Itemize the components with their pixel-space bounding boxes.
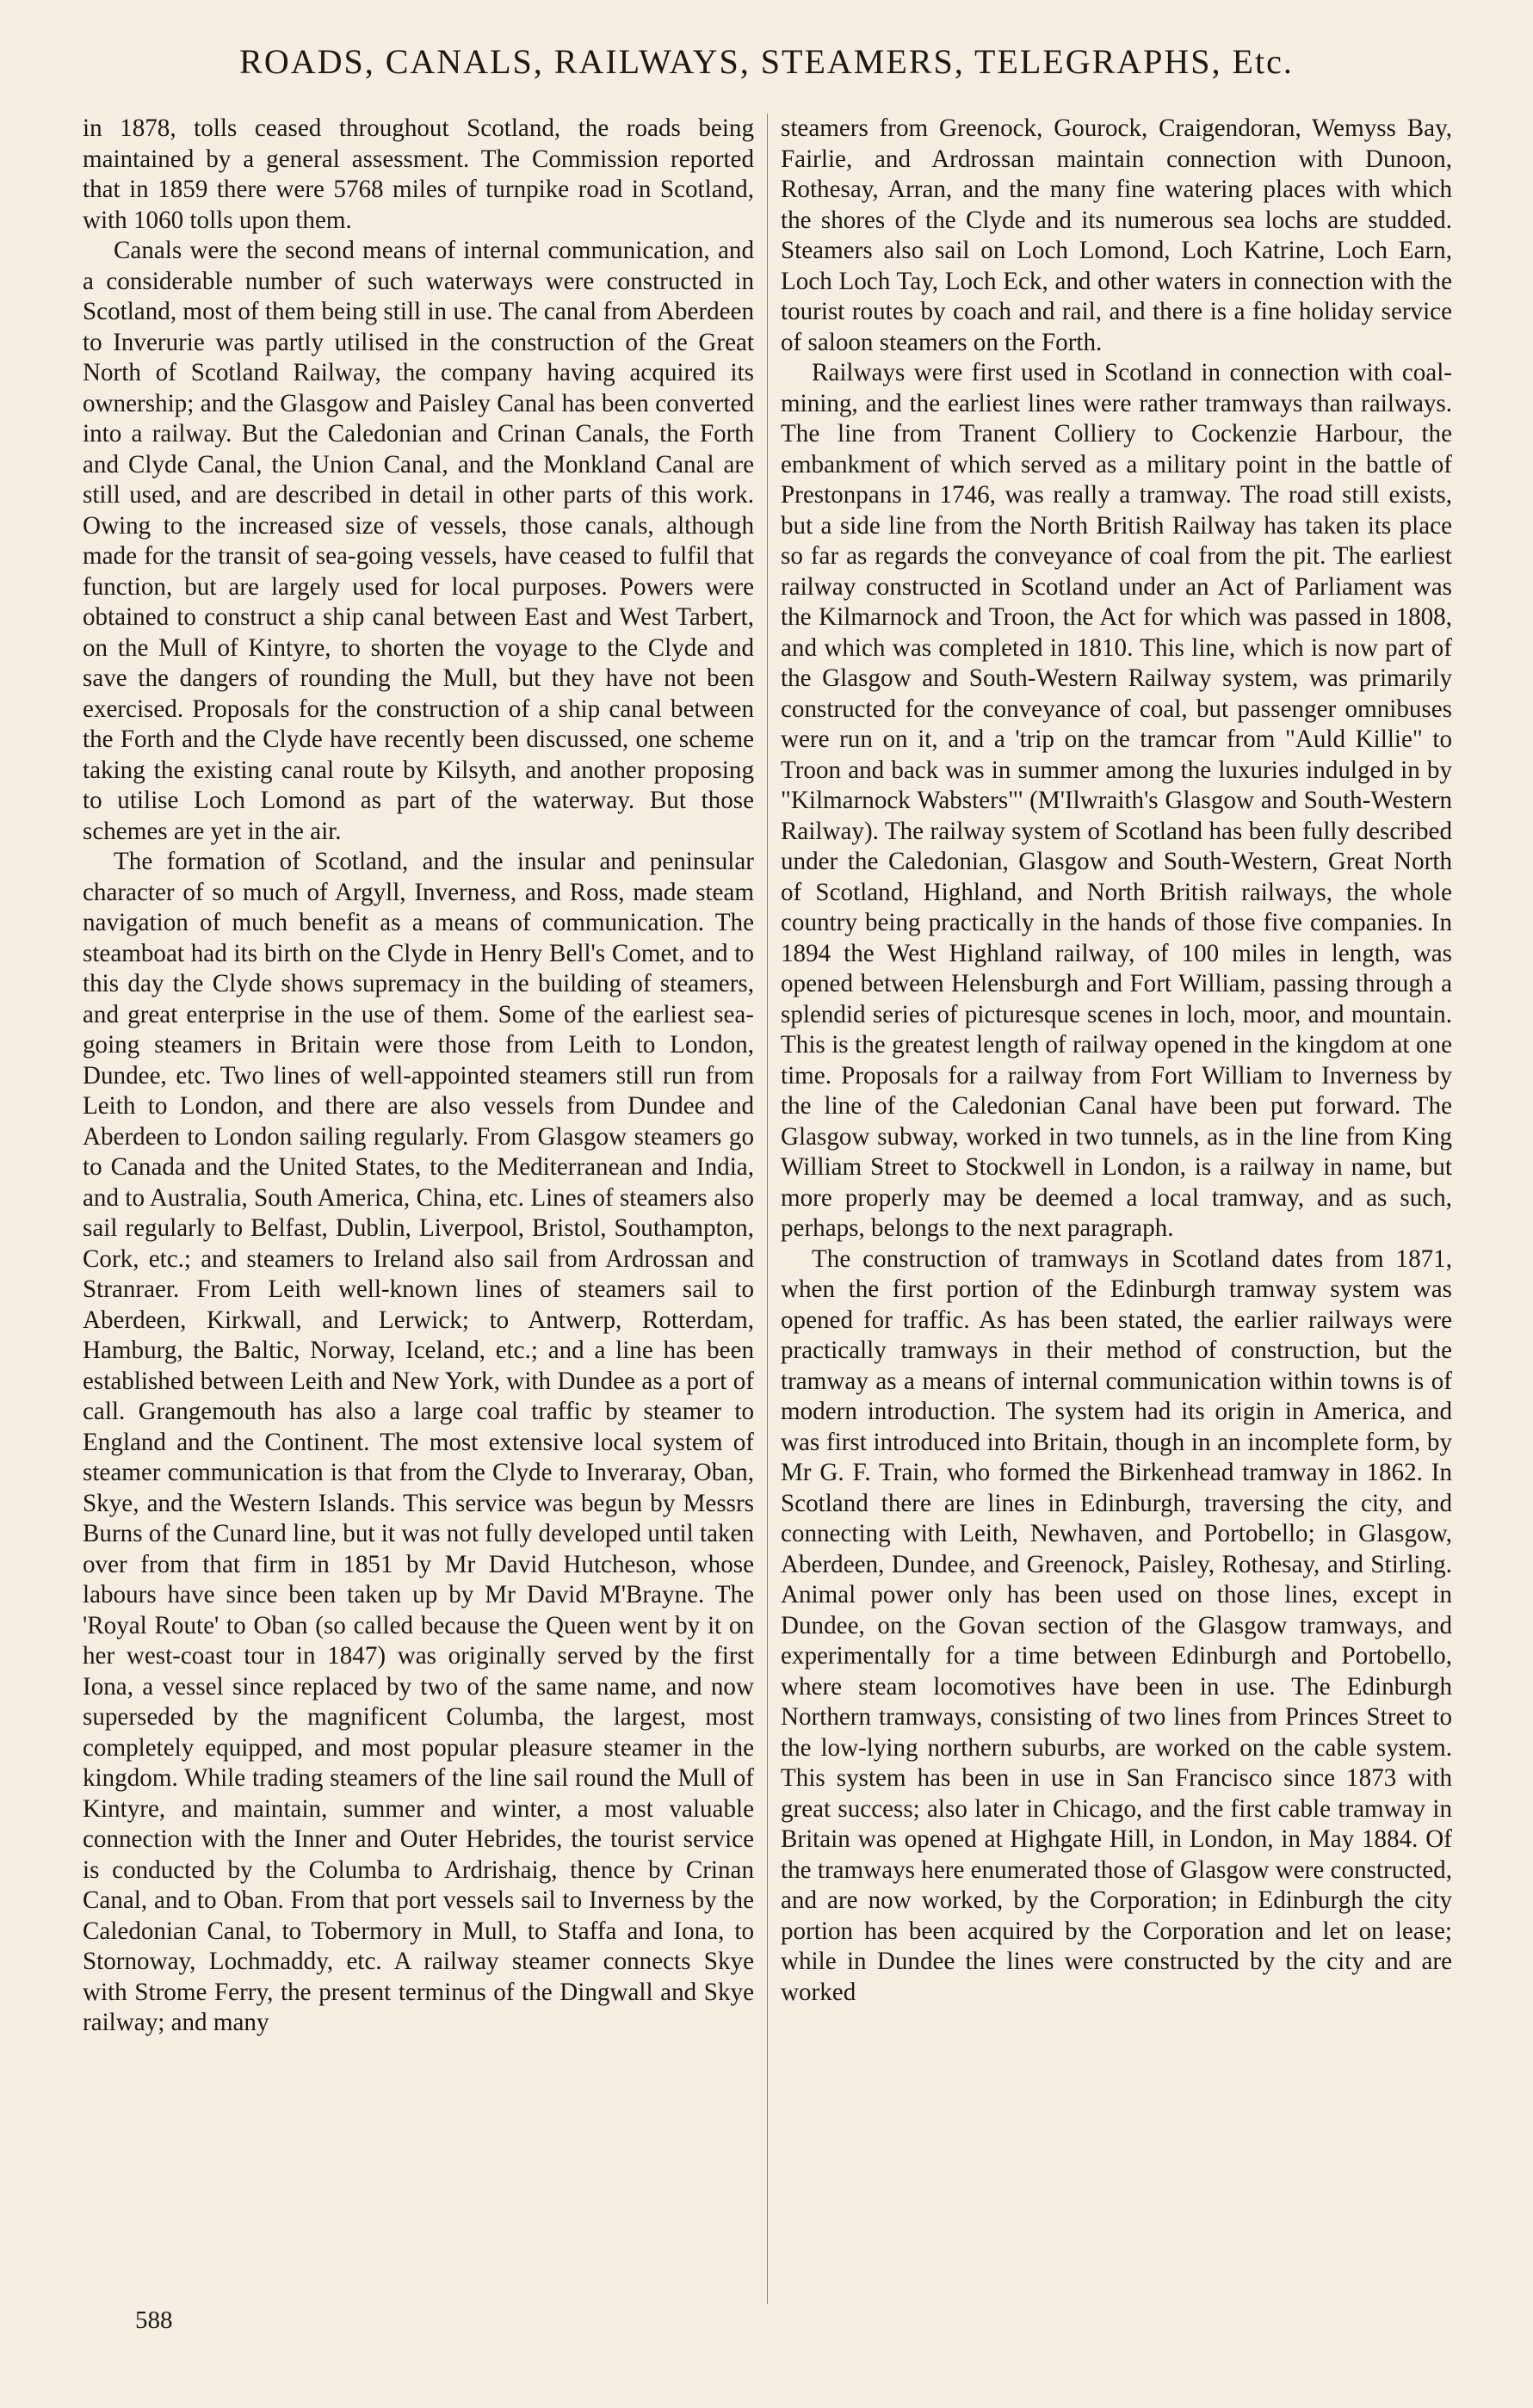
paragraph: Canals were the second means of internal communication, and a considerable number of such waterways were constructed in Scotland, most of them being still in use. The canal from Aberdeen to Inverurie was partly utilised in the construction of the Great North of Scotland Railway, the company having acquired its ownership; and the Glasgow and Paisley Canal has been converted into a railway. But the Caledonian and Crinan Canals, the Forth and Clyde Canal, the Union Canal, and the Monkland Canal are still used, and are described in detail in other parts of this work. Owing to the increased size of vessels, those canals, although made for the transit of sea-going vessels, have ceased to fulfil that function, but are largely used for local purposes. Powers were obtained to construct a ship canal between East and West Tarbert, on the Mull of Kintyre, to shorten the voyage to the Clyde and save the dangers of rounding the Mull, but they have not been exercised. Proposals for the construction of a ship canal between the Forth and the Clyde have recently been discussed, one scheme taking the existing canal route by Kilsyth, and another proposing to utilise Loch Lomond as part of the waterway. But those schemes are yet in the air.: [83, 237, 754, 845]
paragraph: The formation of Scotland, and the insular and peninsular character of so much of Argyll, Inverness, and Ross, made steam navigation of much benefit as a means of communication. The steamboat had its birth on the Clyde in Henry Bell's Comet, and to this day the Clyde shows supremacy in the building of steamers, and great enterprise in the use of them. Some of the earliest sea-going steamers in Britain were those from Leith to London, Dundee, etc. Two lines of well-appointed steamers still run from Leith to London, and there are also vessels from Dundee and Aberdeen to London sailing regularly. From Glasgow steamers go to Canada and the United States, to the Mediterranean and India, and to Australia, South America, China, etc. Lines of steamers also sail regularly to Belfast, Dublin, Liverpool, Bristol, Southampton, Cork, etc.; and steamers to Ireland also sail from Ardrossan and Stranraer. From Leith well-known lines of steamers sail to Aberdeen, Kirkwall, and Lerwick; to Antwerp, Rotterdam, Hamburg, the Baltic, Norway, Iceland, etc.; and a line has been established between Leith and New York, with Dundee as a port of call. Grangemouth has also a large coal traffic by steamer to England and the Continent. The most extensive local system of steamer communication is that from the Clyde to Inveraray, Oban, Skye, and the Western Islands. This service was begun by Messrs Burns of the Cunard line, but it was not fully developed until taken over from that firm in 1851 by Mr David Hutcheson, whose labours have since been taken up by Mr David M'Brayne. The 'Royal Route' to Oban (so called because the Queen went by it on her west-coast tour in 1847) was originally served by the first Iona, a vessel since replaced by two of the same name, and now superseded by the magnificent Columba, the largest, most completely equipped, and most popular pleasure steamer in the kingdom. While trading steamers of the line sail round the Mull of Kintyre, and maintain, summer and winter, a most valuable connection with the Inner and Outer Hebrides, the tourist service is conducted by the Columba to Ardrishaig, thence by Crinan Canal, and to Oban. From that port vessels sail to Inverness by the Caledonian Canal, to Tobermory in Mull, to Staffa and Iona, to Stornoway, Lochmaddy, etc. A railway steamer connects Skye with Strome Ferry, the present terminus of the Dingwall and Skye railway; and many: [83, 848, 754, 2036]
running-head: ROADS, CANALS, RAILWAYS, STEAMERS, TELEGRAPHS, Etc.: [239, 42, 1294, 81]
paragraph: Railways were first used in Scotland in connection with coal-mining, and the earliest lines were rather tramways than railways. The line from Tranent Colliery to Cockenzie Harbour, the embankment of which served as a military point in the battle of Prestonpans in 1746, was really a tramway. The road still exists, but a side line from the North British Railway has taken its place so far as regards the conveyance of coal from the pit. The earliest railway constructed in Scotland under an Act of Parliament was the Kilmarnock and Troon, the Act for which was passed in 1808, and which was completed in 1810. This line, which is now part of the Glasgow and South-Western Railway system, was primarily constructed for the conveyance of coal, but passenger omnibuses were run on it, and a 'trip on the tramcar from "Auld Killie" to Troon and back was in summer among the luxuries indulged in by "Kilmarnock Wabsters"' (M'Ilwraith's Glasgow and South-Western Railway). The railway system of Scotland has been fully described under the Caledonian, Glasgow and South-Western, Great North of Scotland, Highland, and North British railways, the whole country being practically in the hands of those five companies. In 1894 the West Highland railway, of 100 miles in length, was opened between Helensburgh and Fort William, passing through a splendid series of picturesque scenes in loch, moor, and mountain. This is the greatest length of railway opened in the kingdom at one time. Proposals for a railway from Fort William to Inverness by the line of the Caledonian Canal have been put forward. The Glasgow subway, worked in two tunnels, as in the line from King William Street to Stockwell in London, is a railway in name, but more properly may be deemed a local tramway, and as such, perhaps, belongs to the next paragraph.: [781, 359, 1452, 1242]
column-divider: [767, 114, 768, 2304]
paragraph: in 1878, tolls ceased throughout Scotland, the roads being maintained by a general assessment. The Commission reported that in 1859 there were 5768 miles of turnpike road in Scotland, with 1060 tolls upon them.: [83, 114, 754, 234]
left-column: [83, 114, 754, 2039]
paragraph: The construction of tramways in Scotland dates from 1871, when the first portion of the Edinburgh tramway system was opened for traffic. As has been stated, the earlier railways were practically tramways in their method of construction, but the tramway as a means of internal communication within towns is of modern introduction. The system had its origin in America, and was first introduced into Britain, though in an incomplete form, by Mr G. F. Train, who formed the Birkenhead tramway in 1862. In Scotland there are lines in Edinburgh, traversing the city, and connecting with Leith, Newhaven, and Portobello; in Glasgow, Aberdeen, Dundee, and Greenock, Paisley, Rothesay, and Stirling. Animal power only has been used on those lines, except in Dundee, on the Govan section of the Glasgow tramways, and experimentally for a time between Edinburgh and Portobello, where steam locomotives have been in use. The Edinburgh Northern tramways, consisting of two lines from Princes Street to the low-lying northern suburbs, are worked on the cable system. This system has been in use in San Francisco since 1873 with great success; also later in Chicago, and the first cable tramway in Britain was opened at Highgate Hill, in London, in May 1884. Of the tramways here enumerated those of Glasgow were constructed, and are now worked, by the Corporation; in Edinburgh the city portion has been acquired by the Corporation and let on lease; while in Dundee the lines were constructed by the city and are worked: [781, 1244, 1452, 2006]
right-column: [781, 114, 1452, 2008]
page-number: 588: [135, 2306, 173, 2334]
paragraph: steamers from Greenock, Gourock, Craigendoran, Wemyss Bay, Fairlie, and Ardrossan maintain connection with Dunoon, Rothesay, Arran, and the many fine watering places with which the shores of the Clyde and its numerous sea lochs are studded. Steamers also sail on Loch Lomond, Loch Katrine, Loch Earn, Loch Loch Tay, Loch Eck, and other waters in connection with the tourist routes by coach and rail, and there is a fine holiday service of saloon steamers on the Forth.: [781, 114, 1452, 356]
